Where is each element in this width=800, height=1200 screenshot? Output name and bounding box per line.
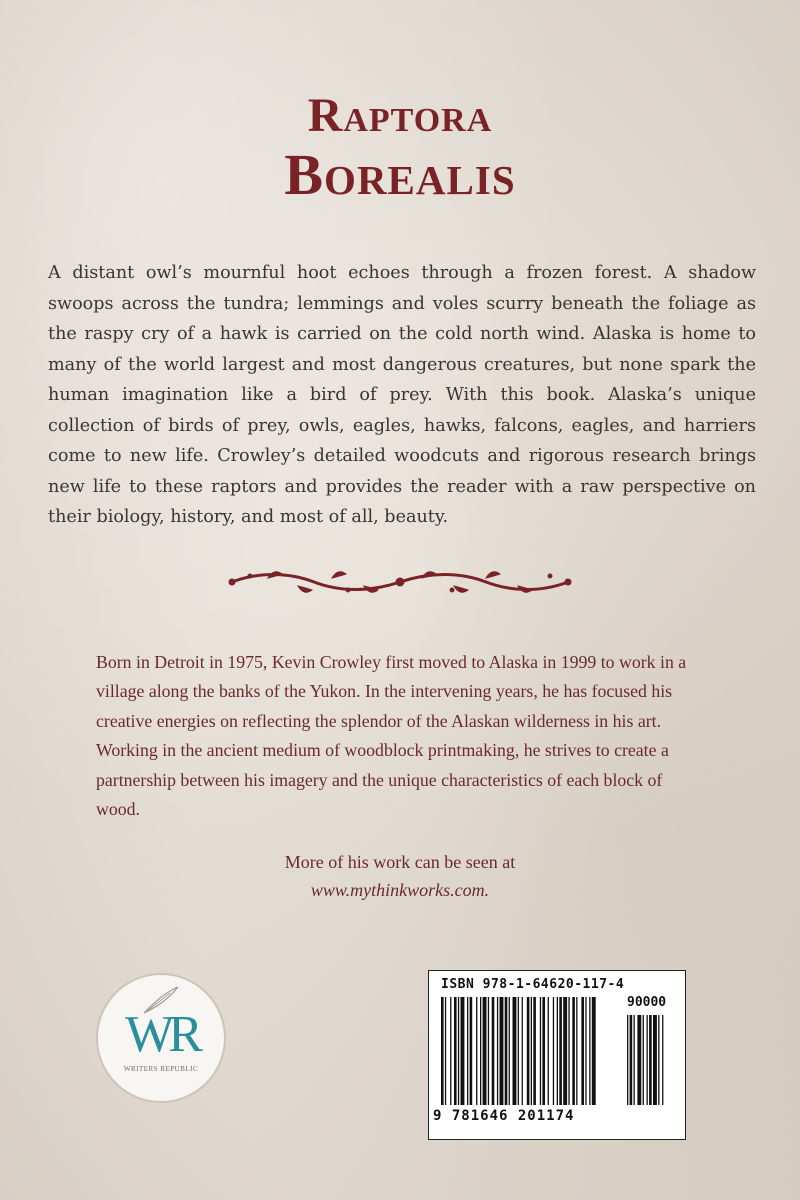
book-title-line-1: Raptora <box>307 89 493 142</box>
publisher-name: WRITERS REPUBLIC <box>123 1065 199 1073</box>
author-bio-paragraph: Born in Detroit in 1975, Kevin Crowley first moved to Alaska in 1999 to work in a village along the banks of the Yukon. In the intervening years, he has focused his creative energies on reflecting the splendor of the Alaskan wilderness in his art. Working in the ancient medium of woodblock printmaking, he strives to create a partnership between his imagery and the unique characteristics of each block of wood. <box>96 652 687 820</box>
logo-monogram <box>96 1007 226 1063</box>
synopsis-paragraph: A distant owl’s mournful hoot echoes through a frozen forest. A shadow swoops across the tundra; lemmings and voles scurry beneath the foliage as the raspy cry of a hawk is carried on the cold north wind. Alaska is home to many of the world largest and most dangerous creatures, but none spark the human imagination like a bird of prey. With this book. Alaska’s unique collection of birds of prey, owls, eagles, hawks, falcons, eagles, and harriers come to new life. Crowley’s detailed woodcuts and rigorous research brings new life to these raptors and provides the reader with a raw perspective on their biology, history, and most of all, beauty. <box>48 263 756 527</box>
logo-letter-r: R <box>168 1006 197 1063</box>
publisher-logo <box>96 973 226 1113</box>
price-code: 90000 <box>627 995 667 1010</box>
logo-letter-w: W <box>125 1006 169 1063</box>
barcode-number: 9 781646 201174 <box>433 1108 575 1124</box>
isbn-barcode <box>428 970 686 1140</box>
more-work-text: More of his work can be seen at <box>284 852 516 872</box>
ornamental-divider-icon <box>228 566 572 598</box>
book-title-line-2: Borealis <box>284 142 516 207</box>
barcode-bars-icon <box>441 997 677 1109</box>
isbn-label: ISBN 978-1-64620-117-4 <box>441 977 625 992</box>
author-website-link[interactable]: www.mythinkworks.com. <box>310 880 490 900</box>
